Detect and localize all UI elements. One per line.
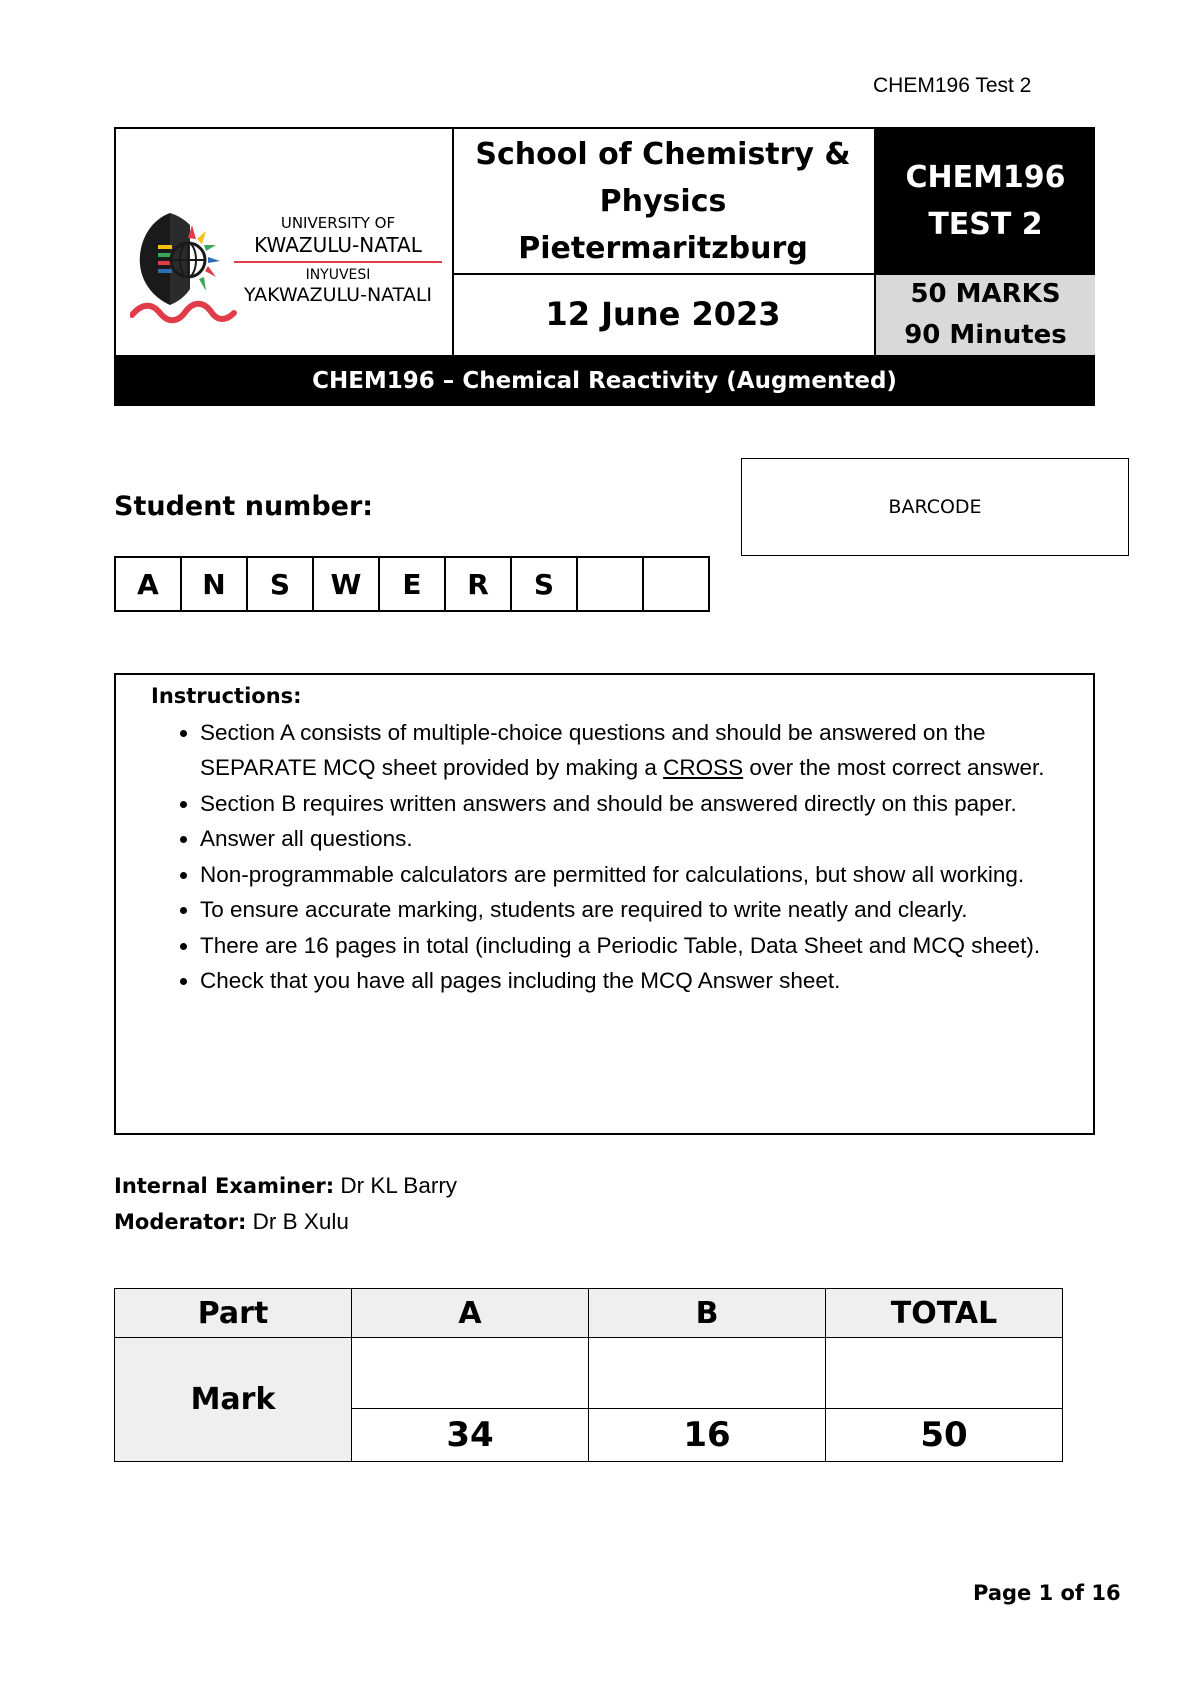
mark-row-label: Mark bbox=[115, 1338, 352, 1462]
test-code-line: TEST 2 bbox=[928, 207, 1043, 242]
duration: 90 Minutes bbox=[904, 320, 1067, 350]
max-mark-b: 16 bbox=[589, 1409, 826, 1462]
logo-cell bbox=[116, 129, 454, 355]
logo-line3: INYUVESI bbox=[305, 267, 371, 283]
student-number-box[interactable]: A bbox=[116, 558, 182, 610]
instruction-item: • To ensure accurate marking, students are required to write neatly and clearly. bbox=[200, 892, 1083, 928]
instructions-title: Instructions: bbox=[151, 684, 302, 708]
max-mark-total: 50 bbox=[826, 1409, 1063, 1462]
mark-entry-row bbox=[115, 1338, 1063, 1409]
instruction-item: • Answer all questions. bbox=[200, 821, 1083, 857]
total-marks: 50 MARKS bbox=[910, 279, 1061, 309]
school-name bbox=[452, 129, 874, 275]
course-title-bar: CHEM196 – Chemical Reactivity (Augmented) bbox=[116, 355, 1093, 406]
moderator bbox=[114, 1204, 457, 1240]
header-total: TOTAL bbox=[826, 1289, 1063, 1338]
test-code bbox=[874, 129, 1095, 273]
school-line: Pietermaritzburg bbox=[518, 230, 808, 266]
marks-duration bbox=[874, 273, 1095, 355]
page-number: Page 1 of 16 bbox=[973, 1581, 1121, 1605]
school-line: Physics bbox=[599, 183, 727, 219]
header-a: A bbox=[352, 1289, 589, 1338]
instruction-item: • Section B requires written answers and should be answered directly on this paper. bbox=[200, 786, 1083, 822]
moderator-label: Moderator: bbox=[114, 1210, 247, 1234]
barcode-label: BARCODE bbox=[888, 496, 982, 518]
mark-entry-b[interactable] bbox=[589, 1338, 826, 1409]
ukzn-logo-icon bbox=[130, 205, 240, 345]
instruction-item: • Non-programmable calculators are permitted for calculations, but show all working. bbox=[200, 857, 1083, 893]
student-number-box[interactable]: N bbox=[182, 558, 248, 610]
exam-date: 12 June 2023 bbox=[545, 295, 781, 333]
moderator-name: Dr B Xulu bbox=[246, 1209, 349, 1234]
examiner-info bbox=[114, 1168, 457, 1240]
student-number-box[interactable]: R bbox=[446, 558, 512, 610]
instructions-list bbox=[151, 715, 1083, 999]
student-number-box[interactable]: E bbox=[380, 558, 446, 610]
student-number-boxes bbox=[114, 556, 710, 612]
instruction-item: • There are 16 pages in total (including a Periodic Table, Data Sheet and MCQ sheet). bbox=[200, 928, 1083, 964]
instruction-item: • Check that you have all pages including the MCQ Answer sheet. bbox=[200, 963, 1083, 999]
logo-wordmark bbox=[234, 213, 442, 307]
running-header: CHEM196 Test 2 bbox=[873, 74, 1032, 97]
student-number-box[interactable]: S bbox=[248, 558, 314, 610]
barcode-box bbox=[741, 458, 1129, 556]
instruction-text: over the most correct answer. bbox=[743, 755, 1045, 780]
header-part: Part bbox=[115, 1289, 352, 1338]
test-code-line: CHEM196 bbox=[905, 160, 1066, 195]
mark-table bbox=[114, 1288, 1063, 1462]
exam-header bbox=[114, 127, 1095, 406]
mark-entry-a[interactable] bbox=[352, 1338, 589, 1409]
internal-examiner-name: Dr KL Barry bbox=[334, 1173, 458, 1198]
mark-table-header bbox=[115, 1289, 1063, 1338]
instruction-item bbox=[200, 715, 1083, 786]
internal-examiner bbox=[114, 1168, 457, 1204]
logo-line4: YAKWAZULU-NATALI bbox=[243, 284, 433, 306]
instruction-emphasis: CROSS bbox=[663, 755, 744, 780]
student-number-label: Student number: bbox=[114, 491, 374, 522]
logo-divider bbox=[234, 261, 442, 263]
student-number-box[interactable]: W bbox=[314, 558, 380, 610]
internal-examiner-label: Internal Examiner: bbox=[114, 1174, 335, 1198]
logo-line2: KWAZULU-NATAL bbox=[254, 233, 422, 257]
header-b: B bbox=[589, 1289, 826, 1338]
instruction-text: Section A consists of multiple-choice questions and should be answered on the SEPARATE MCQ sheet provided by making a bbox=[200, 719, 986, 780]
instructions-box bbox=[114, 673, 1095, 1135]
student-number-box[interactable] bbox=[644, 558, 708, 610]
logo-line1: UNIVERSITY OF bbox=[280, 214, 396, 232]
max-mark-a: 34 bbox=[352, 1409, 589, 1462]
student-number-box[interactable]: S bbox=[512, 558, 578, 610]
student-number-box[interactable] bbox=[578, 558, 644, 610]
mark-entry-total[interactable] bbox=[826, 1338, 1063, 1409]
school-line: School of Chemistry & bbox=[475, 136, 851, 172]
